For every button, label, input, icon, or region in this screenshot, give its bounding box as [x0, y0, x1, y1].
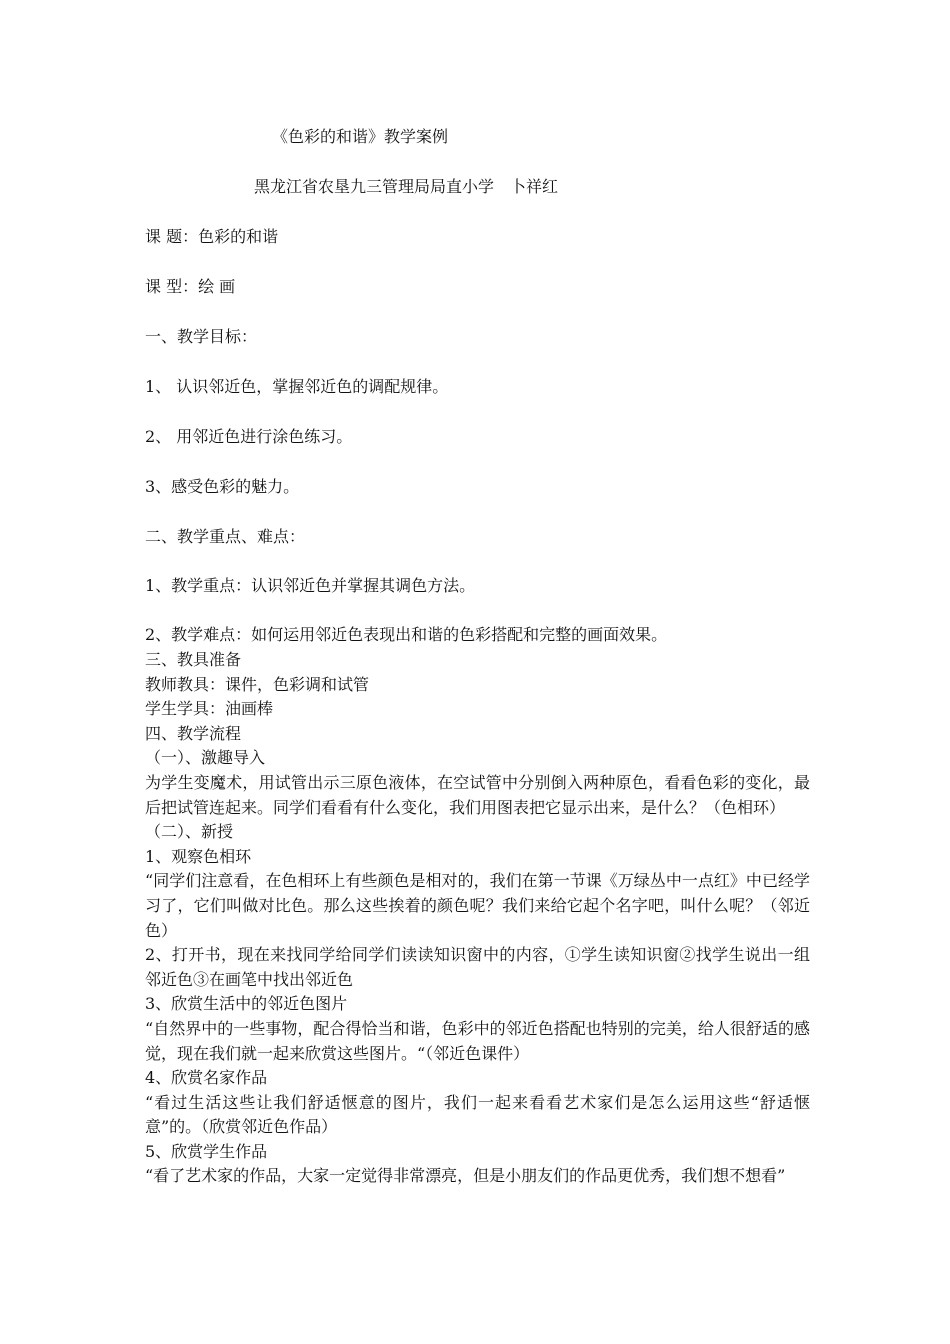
step2-paragraph: 2、打开书，现在来找同学给同学们读读知识窗中的内容，①学生读知识窗②找学生说出一组邻近色③在画笔中找出邻近色 [145, 945, 810, 989]
objective-item-3: 3、感受色彩的魅力。 [145, 477, 300, 496]
process-heading: 四、教学流程 [145, 723, 242, 743]
step4-paragraph: “看过生活这些让我们舒适惬意的图片，我们一起来看看艺术家们是怎么运用这些“舒适惬意”的。（欣赏邻近色作品） [145, 1092, 810, 1137]
step4-heading: 4、欣赏名家作品 [145, 1068, 268, 1088]
objectives-heading: 一、教学目标： [145, 327, 258, 346]
teaching-difficulty: 2、教学难点：如何运用邻近色表现出和谐的色彩搭配和完整的画面效果。 [145, 625, 668, 644]
student-tools: 学生学具：油画棒 [145, 699, 274, 719]
tools-heading: 三、教具准备 [145, 650, 242, 669]
author-line: 黑龙江省农垦九三管理局局直小学 卜祥红 [254, 177, 559, 196]
step5-paragraph: “看了艺术家的作品，大家一定觉得非常漂亮，但是小朋友们的作品更优秀，我们想不想看” [145, 1166, 786, 1186]
step5-heading: 5、欣赏学生作品 [145, 1141, 268, 1161]
document-title: 《色彩的和谐》教学案例 [272, 127, 449, 146]
lesson-topic: 课 题：色彩的和谐 [145, 227, 279, 246]
intro-heading: （一）、激趣导入 [145, 748, 266, 768]
step3-paragraph: “自然界中的一些事物，配合得恰当和谐，色彩中的邻近色搭配也特别的完美，给人很舒适的感觉，现在我们就一起来欣赏这些图片。“（邻近色课件） [145, 1018, 810, 1063]
objective-item-1: 1、 认识邻近色，掌握邻近色的调配规律。 [145, 377, 449, 396]
step1-paragraph: “同学们注意看，在色相环上有些颜色是相对的，我们在第一节课《万绿丛中一点红》中已经学习了，它们叫做对比色。那么这些挨着的颜色呢？我们来给它起个名字吧，叫什么呢？（邻近色） [145, 871, 810, 940]
teaching-focus: 1、教学重点：认识邻近色并掌握其调色方法。 [145, 576, 476, 595]
teacher-tools: 教师教具：课件，色彩调和试管 [145, 674, 370, 694]
new-lesson-heading: （二）、新授 [145, 822, 234, 842]
step3-heading: 3、欣赏生活中的邻近色图片 [145, 994, 348, 1014]
document-body [145, 648, 810, 1189]
step1-heading: 1、观察色相环 [145, 846, 252, 866]
key-points-heading: 二、教学重点、难点： [145, 527, 306, 546]
intro-paragraph: 为学生变魔术，用试管出示三原色液体，在空试管中分别倒入两种原色，看看色彩的变化，最后把试管连起来。同学们看看有什么变化，我们用图表把它显示出来，是什么？（色相环） [145, 772, 810, 817]
lesson-type: 课 型：绘 画 [145, 277, 236, 296]
objective-item-2: 2、 用邻近色进行涂色练习。 [145, 427, 353, 446]
